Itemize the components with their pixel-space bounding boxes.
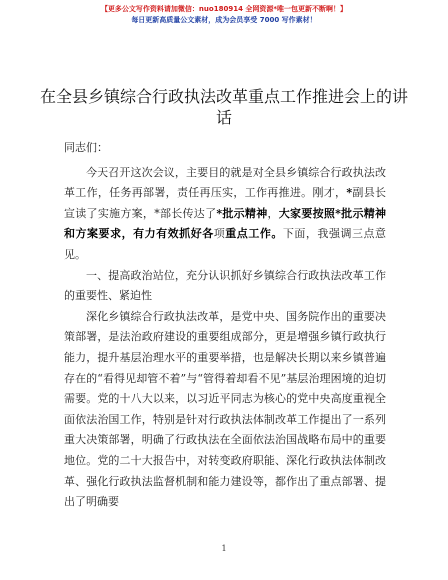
opening-bold-d: *批示精神 [216, 206, 268, 220]
document-body [64, 138, 386, 513]
document-title: 在全县乡镇综合行政执法改革重点工作推进会上的讲话 [40, 87, 409, 127]
opening-text-c: 副县长宣读了实施方案，*部长传达了 [64, 186, 387, 220]
opening-bold-f: 大家要按照*批示精神和方案要求，有力有效抓好各 [64, 206, 387, 241]
opening-text-i: 下面，我强调三点意见。 [64, 227, 387, 261]
header-banner [0, 4, 448, 26]
opening-bold-h: 重点工作。 [225, 227, 283, 241]
opening-text-a: 今天召开这次会议，主要目的就是对全县乡镇综合行政执法改革工作，任务再部署，责任再压实，工作再推进。刚才， [64, 165, 386, 200]
banner-subscription-line: 每日更新高质量公文素材，成为会员享受 7000 写作素材！ [131, 16, 317, 24]
opening-paragraph [64, 163, 386, 266]
opening-text-g: 项 [213, 227, 226, 241]
opening-bold-b: * [346, 186, 353, 200]
page-number: 1 [221, 544, 227, 553]
opening-text-e: ， [267, 206, 279, 220]
section1-paragraph: 深化乡镇综合行政执法改革，是党中央、国务院作出的重要决策部署，是法治政府建设的重要组成部分，更是增强乡镇行政执行能力，提升基层治理水平的重要举措，也是解决长期以来乡镇普遍存在的“看得见却管不着”与“管得着却看不见”基层治理困境的迫切需要。党的十八大以来，以习近平同志为核心的党中央高度重视全面依法治国工作，特别是针对行政执法体制改革工作提出了一系列重大决策部署，明确了行政执法在全面依法治国战略布局中的重要地位。党的二十大报告中，对转变政府职能、深化行政执法体制改革、强化行政执法监督机制和能力建设等，都作出了重点部署、提出了明确要 [64, 309, 386, 509]
salutation: 同志们： [64, 141, 108, 154]
section-heading-1: 一、提高政治站位，充分认识抓好乡镇综合行政执法改革工作的重要性、紧迫性 [64, 268, 386, 303]
banner-promo-line: 【更多公文写作资料请加微信：nuo180914 全网资源*唯一包更新不断啊！】 [100, 5, 348, 13]
